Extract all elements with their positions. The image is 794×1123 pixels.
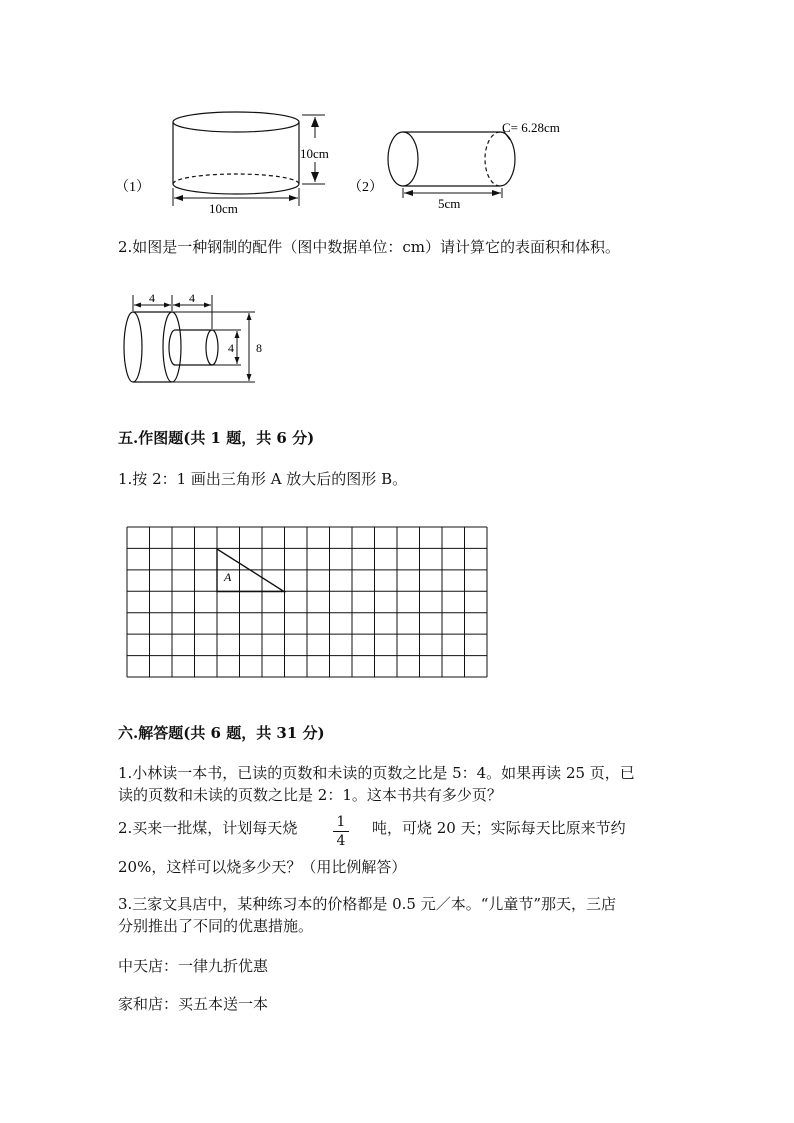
fraction-quarter bbox=[333, 814, 349, 849]
small-cylinder-right-end bbox=[206, 330, 218, 365]
fig2-length-arrowhead-left bbox=[404, 190, 413, 196]
dim-a-arrow-left bbox=[134, 303, 141, 308]
section-6-q1-line2: 读的页数和未读的页数之比是 2：1。这本书共有多少页？ bbox=[118, 786, 502, 804]
fig2-length-arrowhead-right bbox=[492, 190, 501, 196]
dim-b-label: 4 bbox=[189, 291, 195, 305]
fig2-circ-label: C= 6.28cm bbox=[502, 120, 560, 135]
dim-a-label: 4 bbox=[149, 291, 155, 305]
store-zhongtian: 中天店：一律九折优惠 bbox=[118, 957, 269, 975]
dim-c-arrow-down bbox=[235, 357, 240, 364]
fig1-label: （1） bbox=[115, 180, 150, 195]
section-5-heading: 五.作图题(共 1 题，共 6 分) bbox=[118, 429, 315, 447]
small-cylinder-left-arc bbox=[169, 330, 175, 365]
fig1-diameter-label: 10cm bbox=[209, 201, 238, 216]
cylinder1-top bbox=[173, 112, 299, 132]
dim-d-arrow-up bbox=[247, 313, 252, 320]
fraction-numerator: 1 bbox=[336, 814, 346, 830]
dim-d-label: 8 bbox=[256, 341, 262, 355]
question-2-text: 2.如图是一种钢制的配件（图中数据单位：cm）请计算它的表面积和体积。 bbox=[118, 238, 620, 256]
section-6-q2-line2: 20%，这样可以烧多少天？（用比例解答） bbox=[118, 858, 407, 876]
fig1-height-arrowhead-down bbox=[311, 172, 319, 182]
fraction-denominator: 4 bbox=[336, 833, 346, 849]
fig1-height-label: 10cm bbox=[300, 146, 329, 161]
dim-b-arrow-right bbox=[204, 303, 211, 308]
section-5-question-1: 1.按 2：1 画出三角形 A 放大后的图形 B。 bbox=[118, 470, 408, 488]
section-6-heading: 六.解答题(共 6 题，共 31 分) bbox=[118, 724, 325, 742]
section-6-q3-line1: 3.三家文具店中，某种练习本的价格都是 0.5 元／本。“儿童节”那天，三店 bbox=[118, 895, 617, 913]
big-cylinder-left-end bbox=[124, 312, 142, 382]
fig1-diameter-arrowhead-left bbox=[174, 195, 183, 201]
dim-b-arrow-left bbox=[173, 303, 180, 308]
section-6-q2-after: 吨，可烧 20 天；实际每天比原来节约 bbox=[372, 819, 626, 837]
dim-a-arrow-right bbox=[164, 303, 171, 308]
dim-d-arrow-down bbox=[247, 374, 252, 381]
grid-lines bbox=[127, 527, 487, 677]
fig1-diameter-arrowhead-right bbox=[289, 195, 298, 201]
steel-part-figure bbox=[115, 285, 275, 390]
triangle-a-label: A bbox=[224, 570, 232, 584]
cylinder2-right-end-front bbox=[500, 132, 515, 186]
section-6-q2-before: 2.买来一批煤，计划每天烧 bbox=[118, 819, 298, 837]
dim-c-arrow-up bbox=[235, 331, 240, 338]
cylinder2-right-end-back bbox=[485, 132, 500, 186]
big-cylinder-right-face bbox=[163, 312, 181, 382]
drawing-grid bbox=[126, 526, 490, 679]
cylinder2-left-end bbox=[388, 132, 418, 186]
cylinder1-bottom-back bbox=[173, 174, 299, 184]
fraction-bar bbox=[333, 831, 349, 832]
cylinder-figures bbox=[110, 100, 590, 225]
fig1-height-arrowhead-up bbox=[311, 117, 319, 127]
store-jiahe: 家和店：买五本送一本 bbox=[118, 995, 269, 1013]
fig2-label: （2） bbox=[348, 180, 383, 195]
dim-c-label: 4 bbox=[228, 341, 234, 355]
section-6-q1-line1: 1.小林读一本书，已读的页数和未读的页数之比是 5：4。如果再读 25 页，已 bbox=[118, 764, 635, 782]
section-6-q3-line2: 分别推出了不同的优惠措施。 bbox=[118, 917, 314, 935]
fig2-length-label: 5cm bbox=[438, 196, 461, 211]
cylinder1-bottom-front bbox=[173, 184, 299, 194]
